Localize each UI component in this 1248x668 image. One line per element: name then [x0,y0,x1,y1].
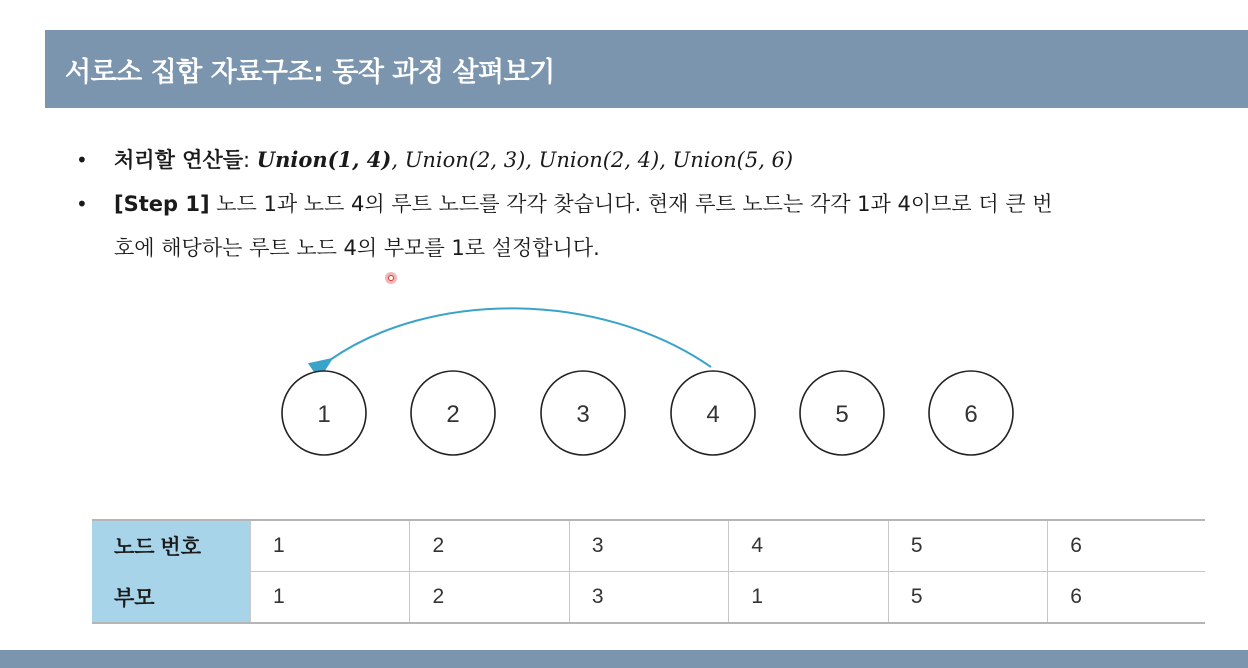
union-arrow [330,308,711,367]
node-label: 4 [706,401,720,428]
step-label: [Step 1] [114,192,210,216]
table-cell: 1 [251,520,410,572]
node-label: 3 [576,401,590,428]
table-cell: 4 [729,520,888,572]
row-header-node-number: 노드 번호 [92,520,251,572]
operations-colon: : [243,148,257,172]
node-2 [411,371,495,455]
node-5 [800,371,884,455]
node-6 [929,371,1013,455]
node-diagram [0,290,1248,470]
table-cell: 2 [410,520,569,572]
bottom-bar [0,650,1248,668]
current-operation: Union(1, 4) [256,147,392,172]
table-cell: 6 [1048,520,1205,572]
table-cell: 1 [729,572,888,624]
step-text-line2: 호에 해당하는 루트 노드 4의 부모를 1로 설정합니다. [114,236,600,260]
step-text-line1: 노드 1과 노드 4의 루트 노드를 각각 찾습니다. 현재 루트 노드는 각각 1과 4이므로 더 큰 번 [209,192,1053,216]
parent-table [92,519,1205,624]
node-4 [671,371,755,455]
page-title: 서로소 집합 자료구조: 동작 과정 살펴보기 [65,56,555,88]
node-label: 5 [835,401,849,428]
bullet-dot-icon: • [76,192,88,216]
node-1 [282,371,366,455]
node-label: 1 [317,401,331,428]
table-cell: 3 [569,572,728,624]
node-label: 6 [964,401,978,428]
bullet-operations [76,138,1226,182]
bullet-step [76,182,1226,270]
bullet-list [76,138,1226,270]
node-label: 2 [446,401,460,428]
title-bar [45,30,1248,108]
row-header-parent: 부모 [92,572,251,624]
bullet-dot-icon: • [76,148,88,172]
table-cell: 5 [888,520,1047,572]
table-cell: 3 [569,520,728,572]
table-cell: 6 [1048,572,1205,624]
table-cell: 2 [410,572,569,624]
pointer-cursor-icon [385,272,397,284]
table-cell: 5 [888,572,1047,624]
table-cell: 1 [251,572,410,624]
remaining-operations: , Union(2, 3), Union(2, 4), Union(5, 6) [391,148,794,172]
operations-label: 처리할 연산들 [114,148,244,172]
table-row-parents [92,572,1205,624]
node-3 [541,371,625,455]
table-row-node-numbers [92,520,1205,572]
